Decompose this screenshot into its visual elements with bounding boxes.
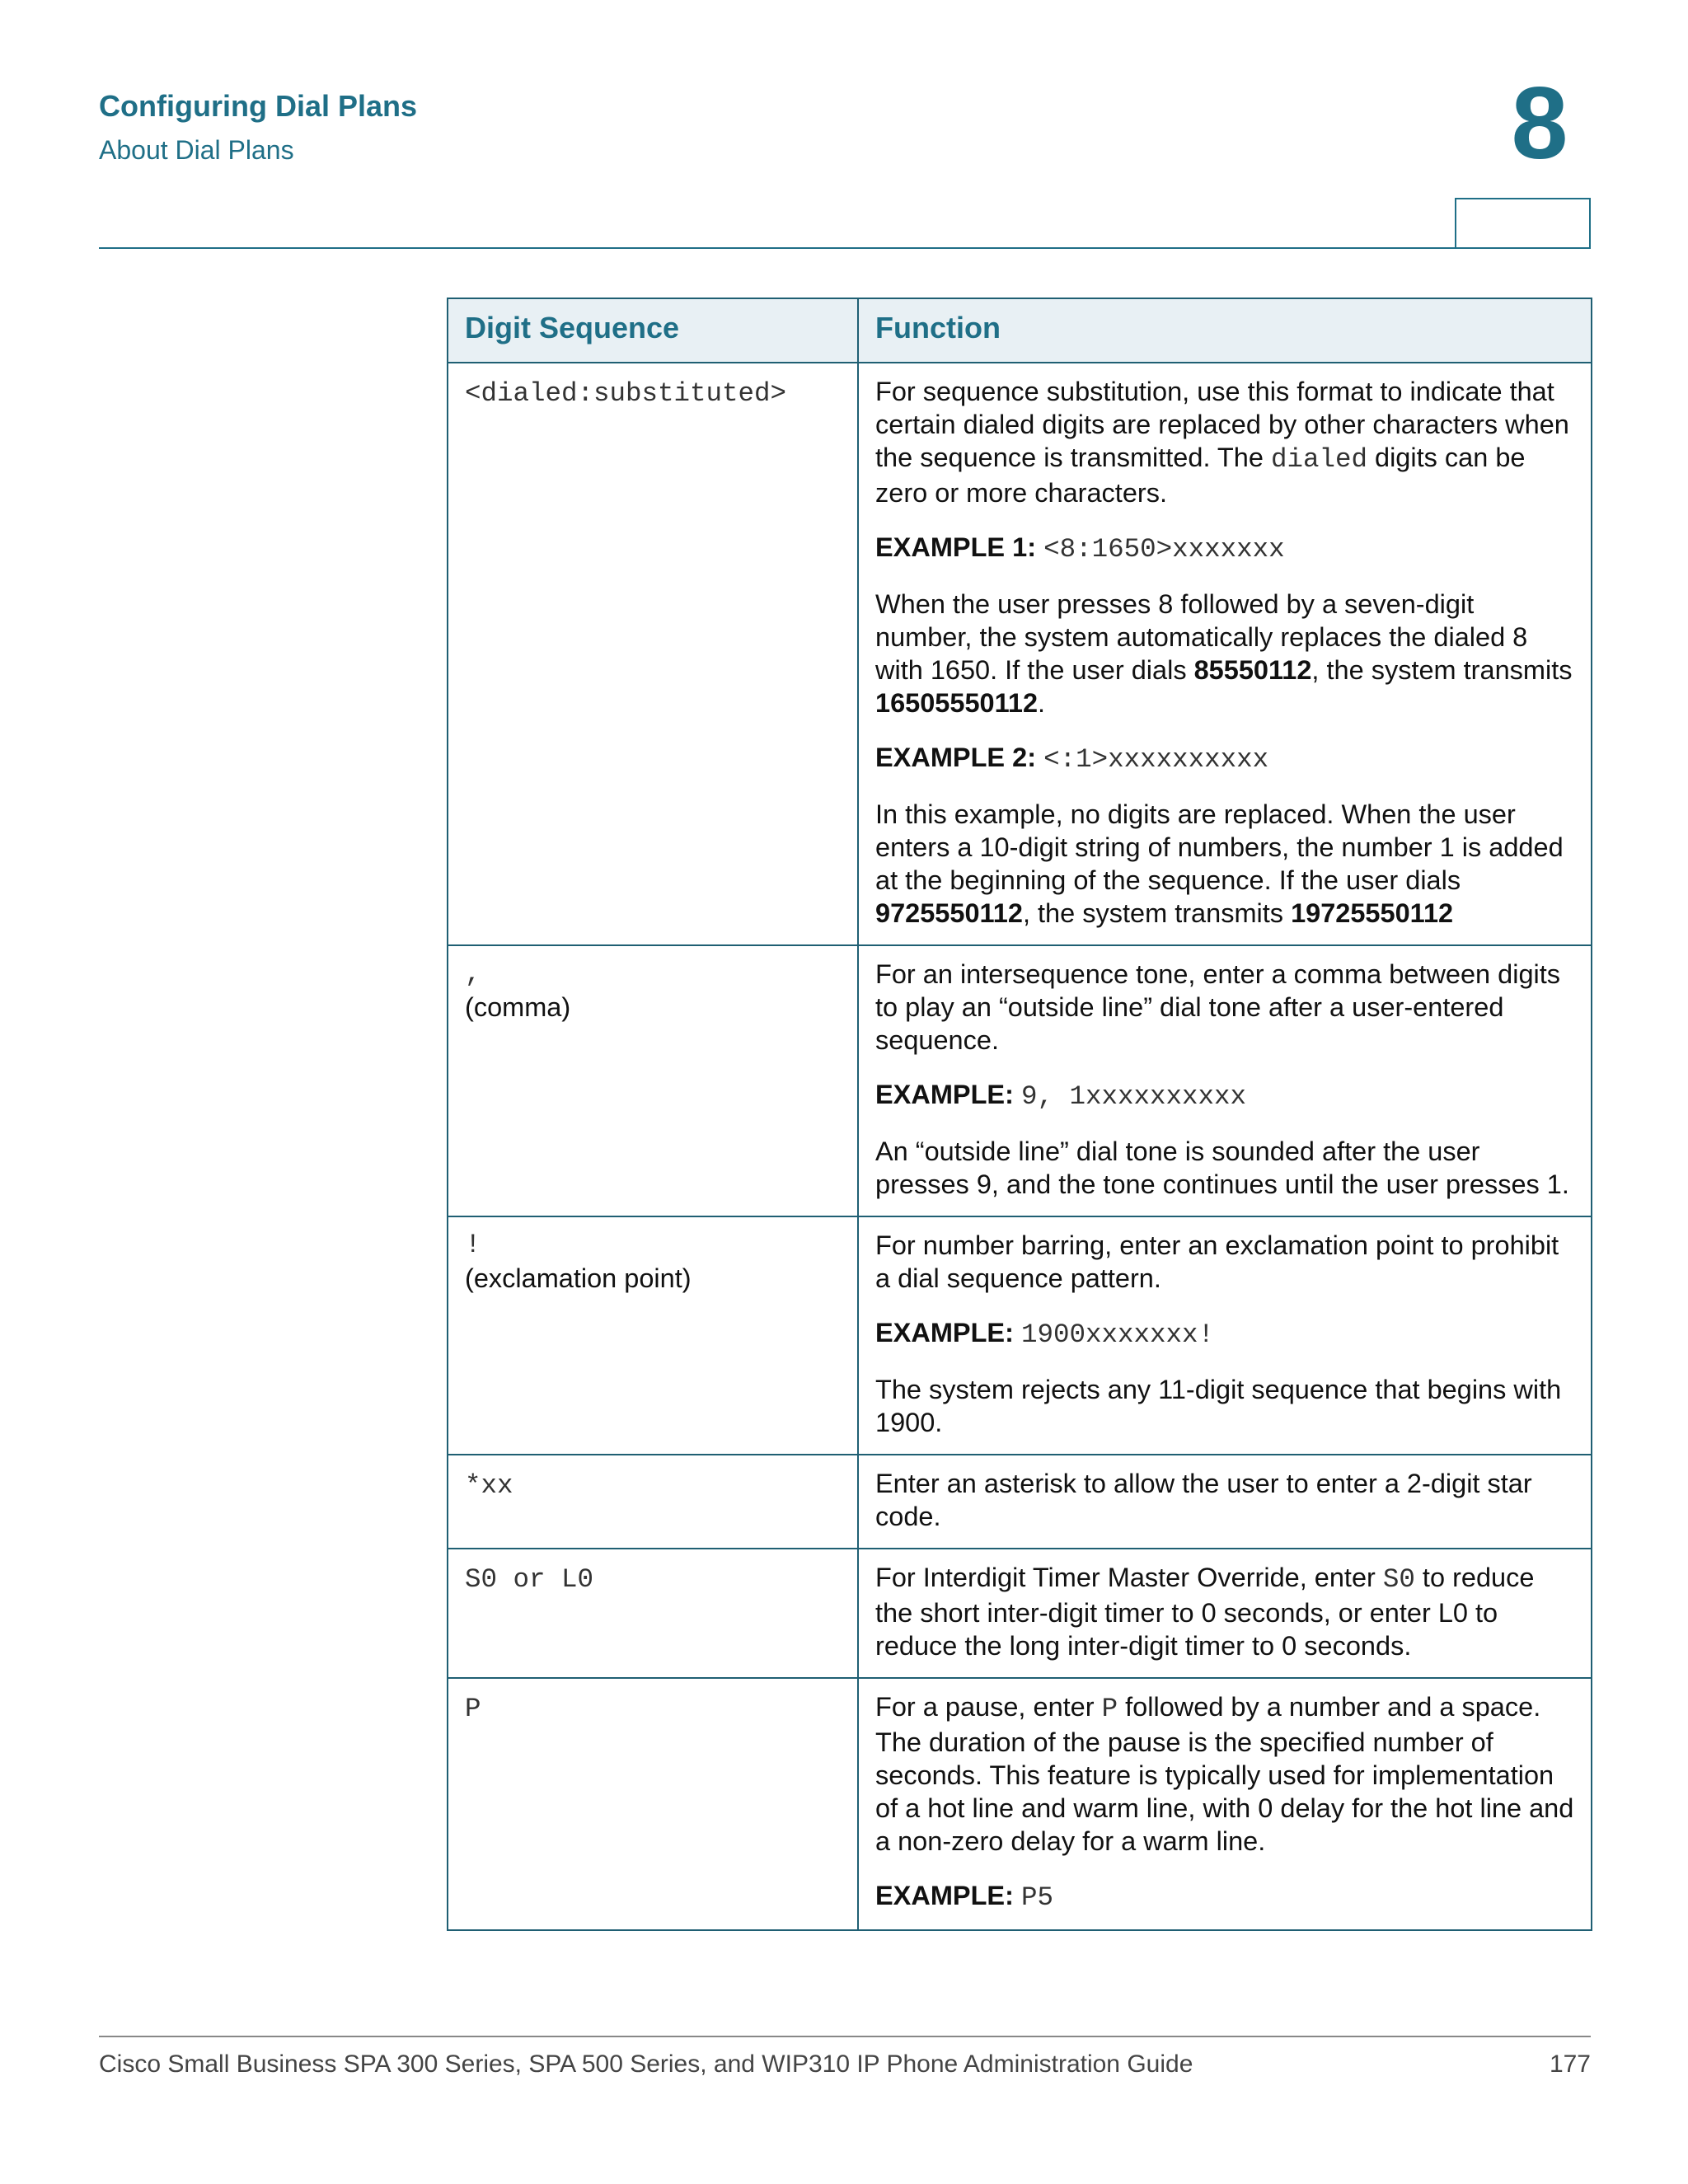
- description-paragraph: For number barring, enter an exclamation point to prohibit a dial sequence pattern.: [875, 1230, 1559, 1293]
- description-paragraph: [875, 1690, 1574, 1858]
- example-code: P5: [1020, 1882, 1053, 1913]
- example-label: EXAMPLE 1:: [875, 532, 1037, 562]
- text: When the user presses 8 followed by a seven-digit number, the system automatically replaces the dialed 8 with 1650. If the user dials: [875, 589, 1528, 685]
- digit-sequence-code: ,: [465, 958, 481, 989]
- function-cell: [858, 363, 1592, 945]
- digit-sequence-cell: [448, 363, 858, 945]
- footer-guide-title: Cisco Small Business SPA 300 Series, SPA 500 Series, and WIP310 IP Phone Administration Guide: [99, 2050, 1193, 2078]
- description-paragraph: The system rejects any 11-digit sequence that begins with 1900.: [875, 1375, 1562, 1437]
- inline-code: S0: [1382, 1564, 1415, 1595]
- column-header-function: Function: [858, 298, 1592, 363]
- page-number: 177: [1549, 2050, 1591, 2078]
- chapter-number: 8: [1511, 67, 1568, 180]
- example-code: 9, 1xxxxxxxxxx: [1020, 1081, 1247, 1112]
- bold-number: 9725550112: [875, 898, 1023, 928]
- example-label: EXAMPLE:: [875, 1318, 1014, 1347]
- bold-number: 16505550112: [875, 688, 1039, 718]
- table-row: [448, 945, 1592, 1216]
- function-cell: [858, 945, 1592, 1216]
- example-label: EXAMPLE 2:: [875, 743, 1037, 772]
- example-code: 1900xxxxxxx!: [1020, 1319, 1215, 1350]
- text: For a pause, enter: [875, 1692, 1102, 1722]
- digit-sequence-description: (exclamation point): [465, 1263, 692, 1293]
- description-paragraph: An “outside line” dial tone is sounded after the user presses 9, and the tone continues until the user presses 1.: [875, 1137, 1569, 1199]
- inline-code: dialed: [1270, 444, 1367, 475]
- text: In this example, no digits are replaced. When the user enters a 10-digit string of numbers, the number 1 is added at the beginning of the sequence. If the user dials: [875, 799, 1564, 895]
- function-cell: [858, 1216, 1592, 1455]
- digit-sequence-cell: [448, 945, 858, 1216]
- digit-sequence-cell: [448, 1216, 858, 1455]
- table-row: [448, 1216, 1592, 1455]
- table-row: [448, 1455, 1592, 1549]
- example-line: [875, 531, 1574, 566]
- bold-number: 85550112: [1193, 655, 1312, 685]
- description-paragraph: For an intersequence tone, enter a comma between digits to play an “outside line” dial tone after a user-entered sequence.: [875, 959, 1561, 1055]
- text: followed by a number and a space. The duration of the pause is the specified number of seconds. This feature is typically used for implementation of a hot line and warm line, with 0 delay for the hot line and a non-zero delay for a warm line.: [875, 1692, 1574, 1856]
- bold-number: 19725550112: [1291, 898, 1454, 928]
- example-line: [875, 1316, 1574, 1352]
- section-title: About Dial Plans: [99, 135, 294, 165]
- function-cell: [858, 1455, 1592, 1549]
- text: For Interdigit Timer Master Override, enter: [875, 1563, 1383, 1592]
- description-paragraph: [875, 1561, 1574, 1662]
- column-header-digit-sequence: Digit Sequence: [448, 298, 858, 363]
- chapter-title: Configuring Dial Plans: [99, 89, 418, 123]
- footer-divider: [99, 2036, 1591, 2037]
- digit-sequence-code: <dialed:substituted>: [465, 378, 787, 409]
- table-row: [448, 1678, 1592, 1930]
- example-code: <8:1650>xxxxxxx: [1043, 534, 1285, 565]
- description-paragraph: Enter an asterisk to allow the user to enter a 2-digit star code.: [875, 1469, 1532, 1531]
- example-line: [875, 741, 1574, 776]
- description-paragraph: [875, 588, 1574, 719]
- digit-sequence-cell: [448, 1678, 858, 1930]
- digit-sequence-code: P: [465, 1694, 481, 1724]
- example-line: [875, 1879, 1574, 1915]
- function-cell: [858, 1678, 1592, 1930]
- example-label: EXAMPLE:: [875, 1881, 1014, 1910]
- table-row: [448, 363, 1592, 945]
- inline-code: P: [1101, 1694, 1118, 1724]
- description-paragraph: [875, 798, 1574, 930]
- function-cell: [858, 1549, 1592, 1678]
- digit-sequence-description: (comma): [465, 992, 571, 1022]
- text: to reduce the short inter-digit timer to 0 seconds, or enter L0 to reduce the long inter-digit timer to 0 seconds.: [875, 1563, 1535, 1661]
- digit-sequence-code: !: [465, 1230, 481, 1260]
- table-row: [448, 1549, 1592, 1678]
- text: .: [1038, 688, 1046, 718]
- dial-plan-table: [447, 298, 1592, 1931]
- text: For sequence substitution, use this format to indicate that certain dialed digits are replaced by other characters when the sequence is transmitted. The: [875, 377, 1569, 472]
- description-paragraph: [875, 375, 1574, 509]
- example-label: EXAMPLE:: [875, 1080, 1014, 1109]
- header-divider: [99, 247, 1591, 249]
- text: , the system transmits: [1311, 655, 1573, 685]
- chapter-tab-box: [1455, 198, 1591, 249]
- text: , the system transmits: [1022, 898, 1292, 928]
- text: digits can be zero or more characters.: [875, 443, 1526, 508]
- digit-sequence-code: *xx: [465, 1470, 513, 1501]
- example-code: <:1>xxxxxxxxxx: [1043, 744, 1269, 775]
- example-line: [875, 1078, 1574, 1113]
- digit-sequence-cell: [448, 1455, 858, 1549]
- table-header-row: [448, 298, 1592, 363]
- digit-sequence-cell: [448, 1549, 858, 1678]
- digit-sequence-code: S0 or L0: [465, 1564, 594, 1595]
